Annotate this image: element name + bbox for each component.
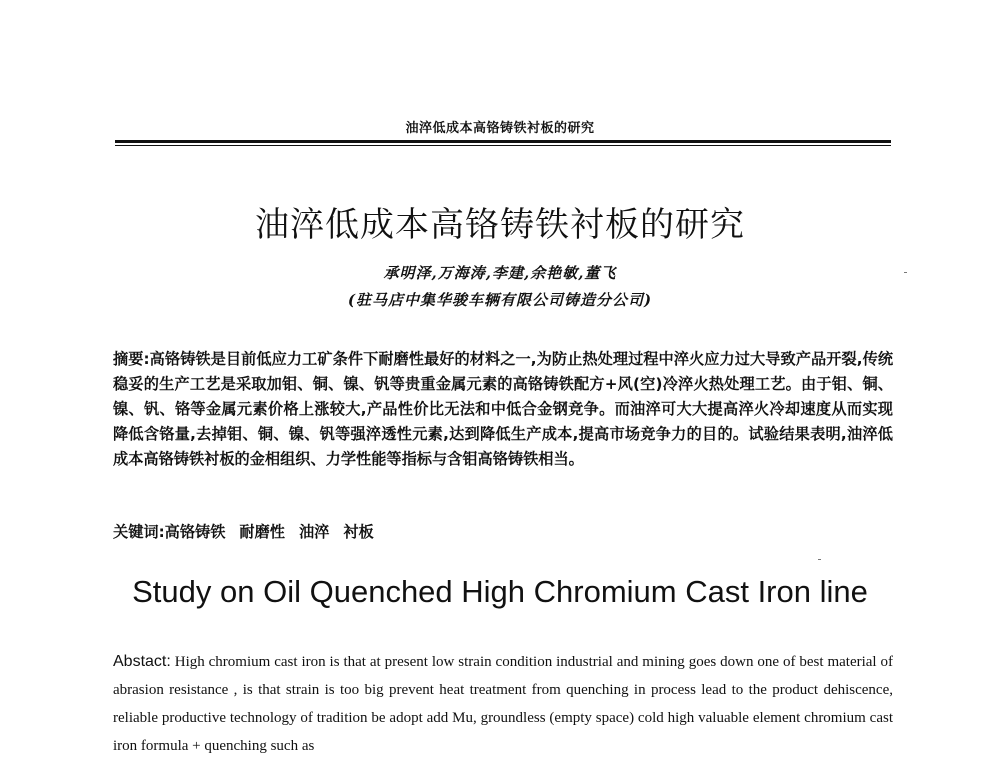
running-header: 油淬低成本高铬铸铁衬板的研究 bbox=[405, 121, 595, 136]
affiliation: (驻马店中集华骏车辆有限公司铸造分公司) bbox=[347, 291, 653, 309]
author-list: 承明泽,万海涛,李建,余艳敏,董飞 bbox=[383, 264, 617, 282]
header-rule-thick bbox=[115, 140, 891, 143]
keyword-item: 耐磨性 bbox=[239, 523, 285, 541]
keywords-cn-label: 关键词: bbox=[113, 523, 165, 541]
abstract-cn-label: 摘要: bbox=[113, 350, 150, 368]
abstract-cn bbox=[113, 347, 893, 472]
abstract-cn-text: 高铬铸铁是目前低应力工矿条件下耐磨性最好的材料之一,为防止热处理过程中淬火应力过大导致产品开裂,传统稳妥的生产工艺是采取加钼、铜、镍、钒等贵重金属元素的高铬铸铁配方+风(空)冷淬火热处理工艺。由于钼、铜、镍、钒、铬等金属元素价格上涨较大,产品性价比无法和中低合金钢竞争。而油淬可大大提高淬火冷却速度从而实现降低含铬量,去掉钼、铜、镍、钒等强淬透性元素,达到降低生产成本,提高市场竞争力的目的。试验结果表明,油淬低成本高铬铸铁衬板的金相组织、力学性能等指标与含钼高铬铸铁相当。 bbox=[113, 350, 894, 468]
keyword-item: 油淬 bbox=[298, 523, 330, 541]
abstract-en-label: Abstact: bbox=[113, 653, 171, 670]
header-rule-thin bbox=[115, 145, 891, 146]
scan-speck bbox=[818, 559, 821, 560]
keyword-item: 高铬铸铁 bbox=[164, 523, 226, 541]
keywords-cn bbox=[113, 521, 893, 542]
abstract-en-text: High chromium cast iron is that at present low strain condition industrial and mining goes down one of best material of abrasion resistance , is that strain is too big prevent heat treatment from quenching in process lead to the product dehiscence, reliable productive technology of tradition be adopt add Mu, groundless (empty space) cold high valuable element chromium cast iron formula + quenching such as bbox=[113, 654, 894, 754]
paper-title-en: Study on Oil Quenched High Chromium Cast Iron line bbox=[132, 574, 868, 609]
paper-title-cn: 油淬低成本高铬铸铁衬板的研究 bbox=[255, 205, 745, 245]
keyword-item: 衬板 bbox=[343, 523, 374, 541]
scan-speck bbox=[904, 272, 907, 273]
abstract-en bbox=[113, 648, 893, 760]
